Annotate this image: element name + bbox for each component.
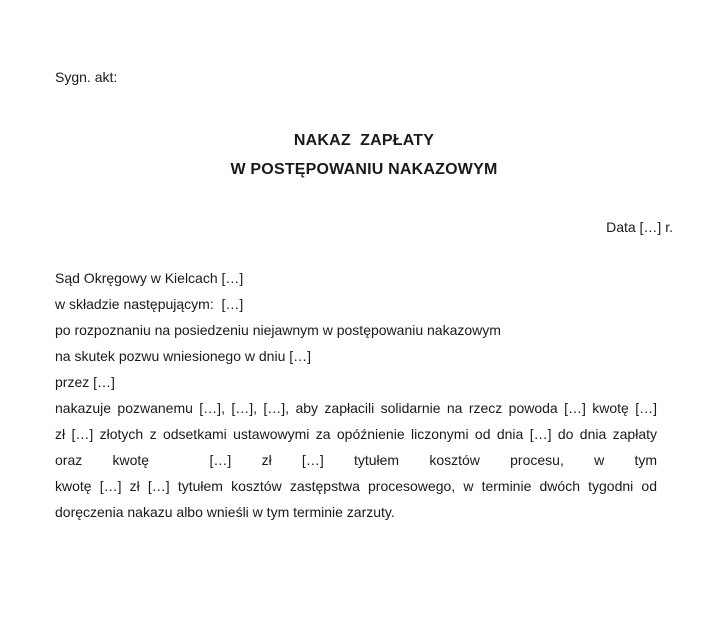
document-title <box>55 126 673 184</box>
case-reference-label: Sygn. akt: <box>55 69 118 85</box>
body-line: oraz kwotę […] zł […] tytułem kosztów procesu, w tym <box>55 452 657 468</box>
body-line: Sąd Okręgowy w Kielcach […] <box>55 270 244 286</box>
body-line: w składzie następującym: […] <box>55 296 244 312</box>
document-title-line-1: NAKAZ ZAPŁATY <box>293 132 435 149</box>
document-title-line-2: W POSTĘPOWANIU NAKAZOWYM <box>230 161 498 178</box>
body-line: zł […] złotych z odsetkami ustawowymi za opóźnienie liczonymi od dnia […] do dnia zapłaty <box>55 426 657 442</box>
document-body <box>55 265 657 525</box>
body-line: doręczenia nakazu albo wnieśli w tym terminie zarzuty. <box>55 504 395 520</box>
body-line: nakazuje pozwanemu […], […], […], aby zapłacili solidarnie na rzecz powoda […] kwotę […] <box>55 400 657 416</box>
body-line: przez […] <box>55 374 115 390</box>
body-line: na skutek pozwu wniesionego w dniu […] <box>55 348 312 364</box>
date-placeholder-line: Data […] r. <box>606 219 673 235</box>
body-line: po rozpoznaniu na posiedzeniu niejawnym w postępowaniu nakazowym <box>55 322 501 338</box>
body-line: kwotę […] zł […] tytułem kosztów zastępstwa procesowego, w terminie dwóch tygodni od <box>55 478 657 494</box>
